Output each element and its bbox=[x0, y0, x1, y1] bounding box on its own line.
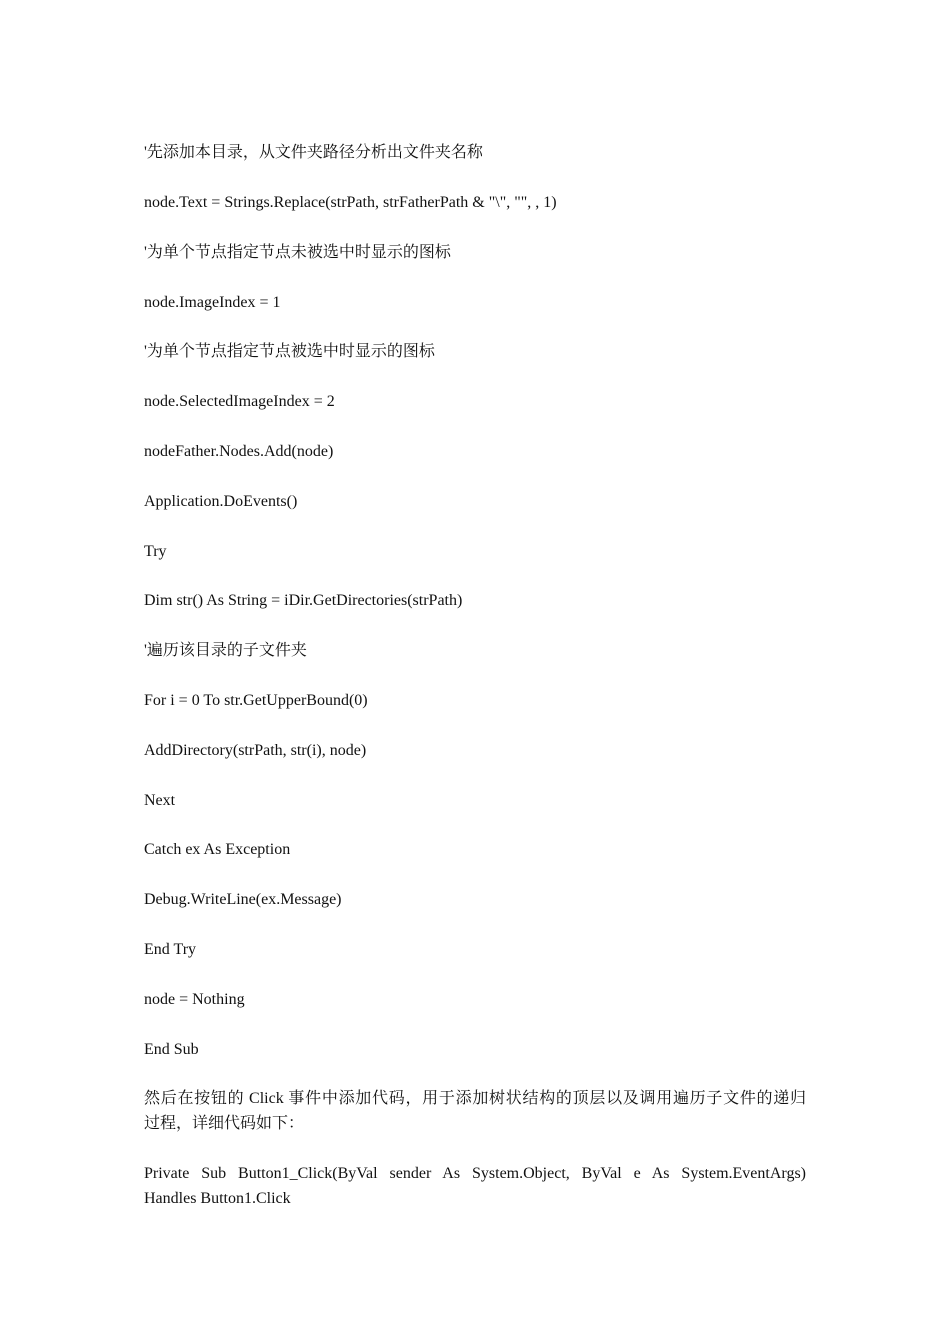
code-line: Dim str() As String = iDir.GetDirectories(strPath) bbox=[144, 592, 463, 609]
code-line: Application.DoEvents() bbox=[144, 493, 298, 510]
paragraph-line: 过程，详细代码如下： bbox=[144, 1115, 305, 1132]
code-line: Debug.WriteLine(ex.Message) bbox=[144, 891, 342, 908]
code-line: Private Sub Button1_Click(ByVal sender As System.Object, ByVal e As System.EventArgs) bbox=[144, 1165, 806, 1182]
code-line: Next bbox=[144, 792, 176, 809]
code-line: node.ImageIndex = 1 bbox=[144, 294, 281, 311]
code-comment-line: '为单个节点指定节点被选中时显示的图标 bbox=[144, 343, 435, 360]
body-paragraph bbox=[144, 1086, 806, 1136]
paragraph-line: 然后在按钮的 Click 事件中添加代码，用于添加树状结构的顶层以及调用遍历子文件的递归 bbox=[144, 1090, 806, 1107]
code-paragraph bbox=[144, 1161, 806, 1211]
code-line: nodeFather.Nodes.Add(node) bbox=[144, 443, 334, 460]
code-line: End Sub bbox=[144, 1041, 199, 1058]
code-line: End Try bbox=[144, 941, 197, 958]
code-comment-line: '为单个节点指定节点未被选中时显示的图标 bbox=[144, 244, 451, 261]
code-line: AddDirectory(strPath, str(i), node) bbox=[144, 742, 367, 759]
code-comment-line: '遍历该目录的子文件夹 bbox=[144, 642, 307, 659]
code-line: Try bbox=[144, 543, 167, 560]
code-line: Catch ex As Exception bbox=[144, 841, 291, 858]
code-line: node.Text = Strings.Replace(strPath, strFatherPath & "\", "", , 1) bbox=[144, 194, 557, 211]
code-line: node = Nothing bbox=[144, 991, 245, 1008]
code-line: Handles Button1.Click bbox=[144, 1190, 291, 1207]
code-line: For i = 0 To str.GetUpperBound(0) bbox=[144, 692, 368, 709]
code-line: node.SelectedImageIndex = 2 bbox=[144, 393, 335, 410]
code-comment-line: '先添加本目录，从文件夹路径分析出文件夹名称 bbox=[144, 144, 483, 161]
